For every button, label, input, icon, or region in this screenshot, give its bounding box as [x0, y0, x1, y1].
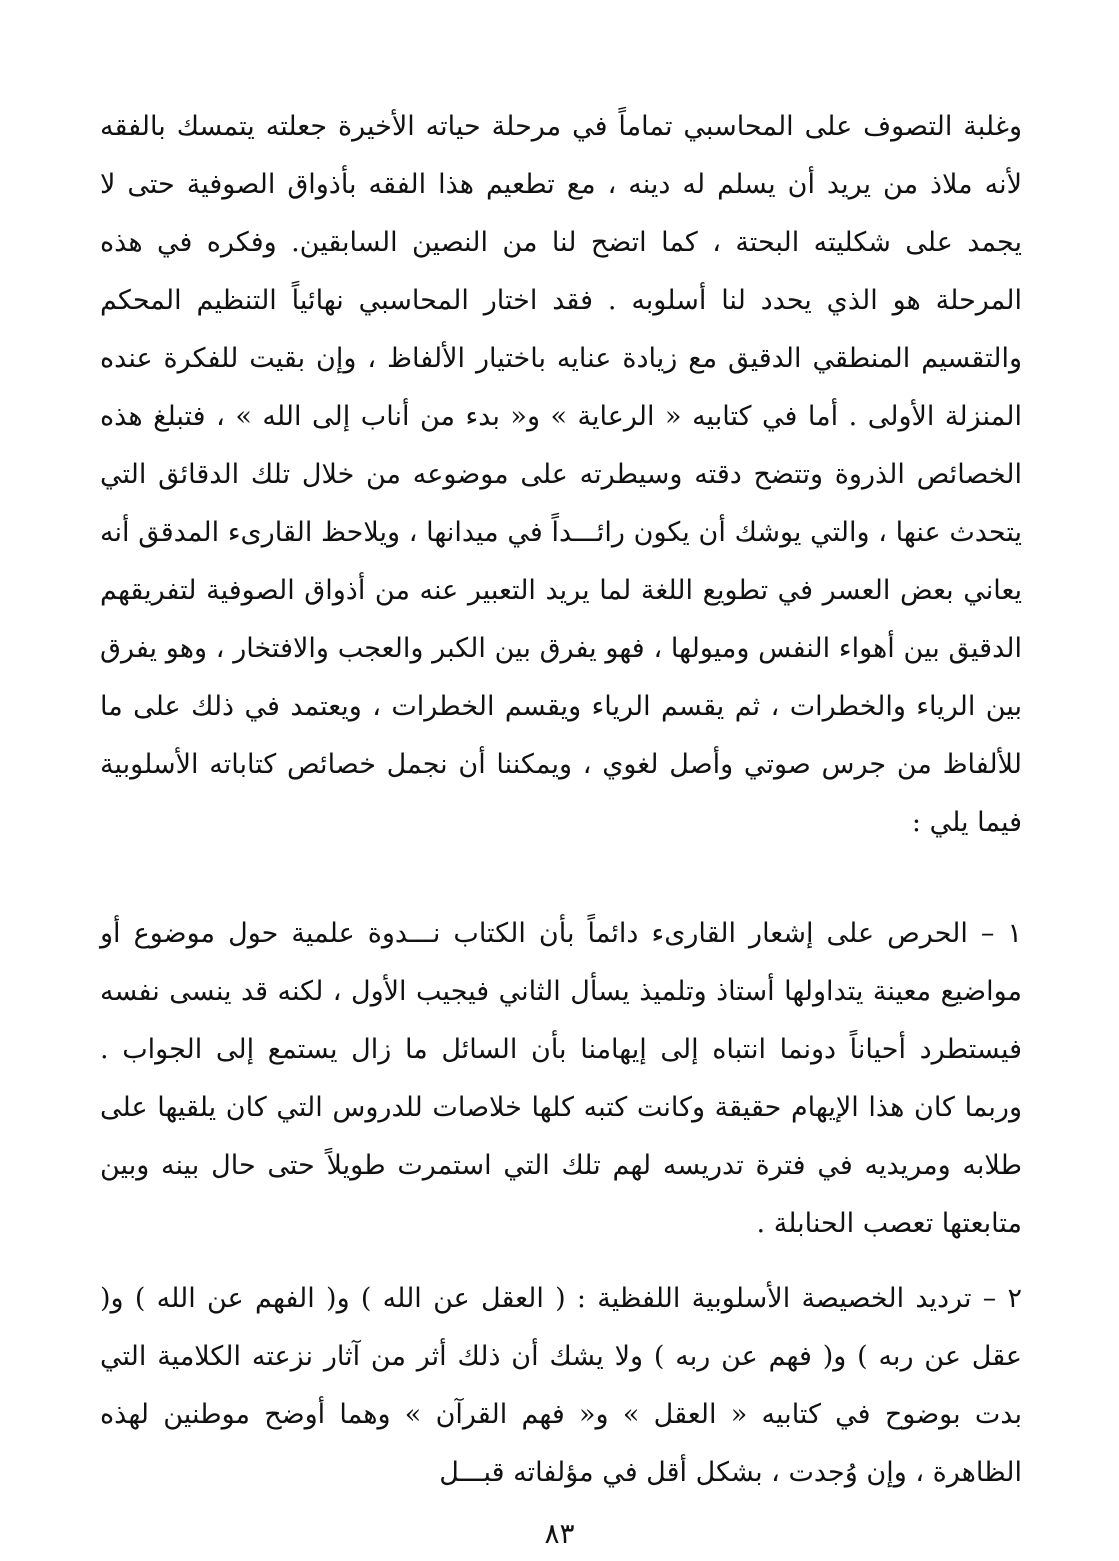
- paragraph-intro: [100, 98, 1022, 852]
- paragraph-text: وغلبة التصوف على المحاسبي تماماً في مرحلة حياته الأخيرة جعلته يتمسك بالفقه لأنه ملاذ من يريد أن يسلم له دينه ، مع تطعيم هذا الفقه بأذواق الصوفية حتى لا يجمد على شكليته البحتة ، كما اتضح لنا من النصين السابقين. وفكره في هذه المرحلة هو الذي يحدد لنا أسلوبه . فقد اختار المحاسبي نهائياً التنظيم المحكم والتقسيم المنطقي الدقيق مع زيادة عنايه باختيار الألفاظ ، وإن بقيت للفكرة عنده المنزلة الأولى . أما في كتابيه « الرعاية » و« بدء من أناب إلى الله » ، فتبلغ هذه الخصائص الذروة وتتضح دقته وسيطرته على موضوعه من خلال تلك الدقائق التي يتحدث عنها ، والتي يوشك أن يكون رائـــداً في ميدانها ، ويلاحظ القارىء المدقق أنه يعاني بعض العسر في تطويع اللغة لما يريد التعبير عنه من أذواق الصوفية لتفريقهم الدقيق بين أهواء النفس وميولها ، فهو يفرق بين الكبر والعجب والافتخار ، وهو يفرق بين الرياء والخطرات ، ثم يقسم الرياء ويقسم الخطرات ، ويعتمد في ذلك على ما للألفاظ من جرس صوتي وأصل لغوي ، ويمكننا أن نجمل خصائص كتاباته الأسلوبية فيما يلي :: [100, 111, 1022, 838]
- paragraph-item-1: [100, 905, 1022, 1253]
- paragraph-text: ١ – الحرص على إشعار القارىء دائماً بأن الكتاب نـــدوة علمية حول موضوع أو مواضيع معينة يتداولها أستاذ وتلميذ يسأل الثاني فيجيب الأول ، لكنه قد ينسى نفسه فيستطرد أحياناً دونما انتباه إلى إيهامنا بأن السائل ما زال يستمع إلى الجواب . وربما كان هذا الإيهام حقيقة وكانت كتبه كلها خلاصات للدروس التي كان يلقيها على طلابه ومريديه في فترة تدريسه لهم تلك التي استمرت طويلاً حتى حال بينه وبين متابعتها تعصب الحنابلة .: [100, 918, 1023, 1239]
- page-number: ٨٣: [544, 1517, 575, 1550]
- paragraph-item-2: [100, 1270, 1022, 1502]
- paragraph-text: ٢ – ترديد الخصيصة الأسلوبية اللفظية : ( العقل عن الله ) و( الفهم عن الله ) و( عقل عن ربه ) و( فهم عن ربه ) ولا يشك أن ذلك أثر من آثار نزعته الكلامية التي بدت بوضوح في كتابيه « العقل » و« فهم القرآن » وهما أوضح موطنين لهذه الظاهرة ، وإن وُجدت ، بشكل أقل في مؤلفاته قبـــل: [100, 1283, 1023, 1488]
